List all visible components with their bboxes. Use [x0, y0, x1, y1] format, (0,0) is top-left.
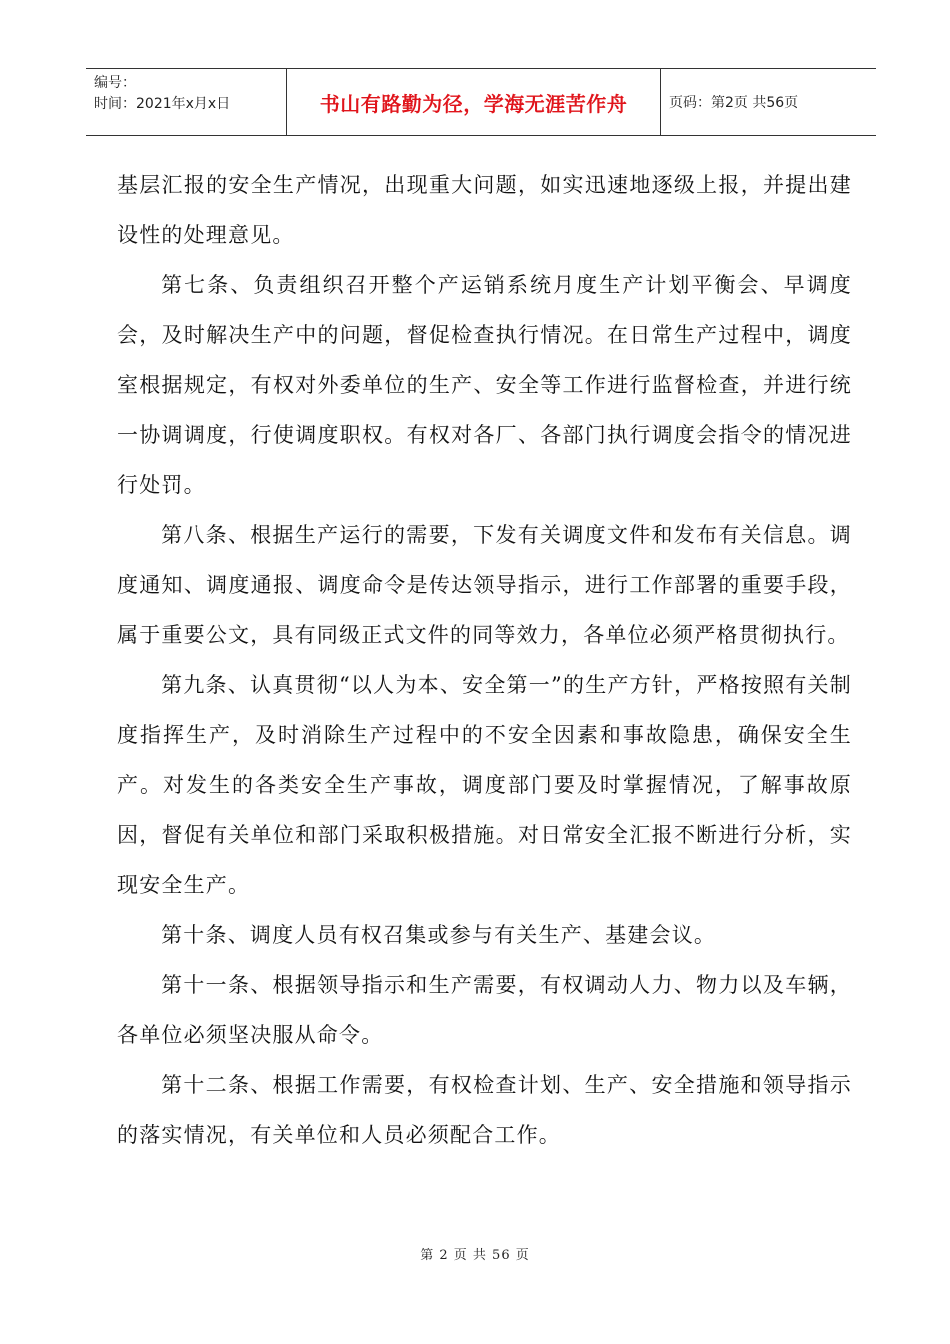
paragraph-article-7: 第七条、负责组织召开整个产运销系统月度生产计划平衡会、早调度会，及时解决生产中的问题，督促检查执行情况。在日常生产过程中，调度室根据规定，有权对外委单位的生产、安全等工作进行监督检查，并进行统一协调调度，行使调度职权。有权对各厂、各部门执行调度会指令的情况进行处罚。 [117, 273, 852, 497]
header-motto: 书山有路勤为径，学海无涯苦作舟 [287, 69, 661, 135]
paragraph-continued: 基层汇报的安全生产情况，出现重大问题，如实迅速地逐级上报，并提出建设性的处理意见。 [117, 173, 852, 247]
document-body [117, 160, 852, 1160]
paragraph-article-11: 第十一条、根据领导指示和生产需要，有权调动人力、物力以及车辆，各单位必须坚决服从命令。 [117, 973, 852, 1047]
paragraph-article-10: 第十条、调度人员有权召集或参与有关生产、基建会议。 [161, 923, 717, 947]
header-page-number: 页码：第2页 共56页 [669, 95, 799, 111]
paragraph-article-12: 第十二条、根据工作需要，有权检查计划、生产、安全措施和领导指示的落实情况，有关单位和人员必须配合工作。 [117, 1073, 852, 1147]
paragraph-article-8: 第八条、根据生产运行的需要，下发有关调度文件和发布有关信息。调度通知、调度通报、调度命令是传达领导指示，进行工作部署的重要手段，属于重要公文，具有同级正式文件的同等效力，各单位必须严格贯彻执行。 [117, 523, 852, 647]
document-number-label: 编号： [94, 75, 136, 91]
document-header [86, 68, 876, 136]
header-meta-cell [86, 69, 287, 135]
page-footer: 第 2 页 共 56 页 [420, 1248, 530, 1263]
paragraph-article-9: 第九条、认真贯彻“以人为本、安全第一”的生产方针，严格按照有关制度指挥生产，及时消除生产过程中的不安全因素和事故隐患，确保安全生产。对发生的各类安全生产事故，调度部门要及时掌握情况，了解事故原因，督促有关单位和部门采取积极措施。对日常安全汇报不断进行分析，实现安全生产。 [117, 673, 852, 897]
document-time-label: 时间：2021年x月x日 [94, 96, 231, 112]
